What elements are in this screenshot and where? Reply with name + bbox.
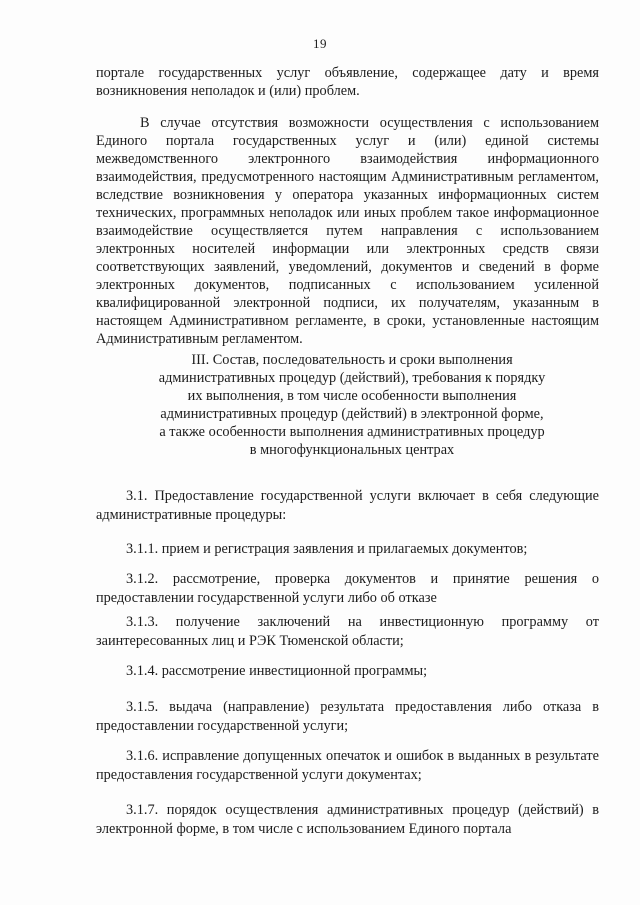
section-heading [122, 351, 582, 459]
item-3-1-6: 3.1.6. исправление допущенных опечаток и ошибок в выданных в результате предоставления государственной услуги документах; [96, 748, 599, 783]
section-heading-line-4: административных процедур (действий) в электронной форме, [160, 406, 544, 422]
section-heading-line-5: а также особенности выполнения административных процедур [159, 424, 545, 440]
item-3-1-7: 3.1.7. порядок осуществления административных процедур (действий) в электронной форме, в том числе с использованием Единого портала [96, 802, 599, 837]
item-3-1-5: 3.1.5. выдача (направление) результата предоставления либо отказа в предоставлении государственной услуги; [96, 699, 599, 734]
item-3-1-2: 3.1.2. рассмотрение, проверка документов и принятие решения о предоставлении государственной услуги либо об отказе [96, 571, 599, 606]
absence-block [96, 114, 599, 348]
item-3-1-3: 3.1.3. получение заключений на инвестиционную программу от заинтересованных лиц и РЭК Тюменской области; [96, 614, 599, 649]
section-heading-line-6: в многофункциональных центрах [249, 442, 455, 458]
page-number: 19 [313, 36, 327, 51]
item-3-1: 3.1. Предоставление государственной услуги включает в себя следующие административные процедуры: [96, 488, 599, 523]
section-heading-line-3: их выполнения, в том числе особенности выполнения [187, 388, 517, 404]
continuation-paragraph: порталe государственных услуг объявление, содержащее дату и время возникновения неполадок и (или) проблем. [96, 65, 599, 99]
section-heading-line-2: административных процедур (действий), требования к порядку [158, 370, 546, 386]
section-heading-line-1: III. Состав, последовательность и сроки выполнения [191, 352, 513, 368]
continuation-block [96, 64, 599, 100]
item-3-1-1: 3.1.1. прием и регистрация заявления и прилагаемых документов; [126, 541, 528, 557]
absence-paragraph: В случае отсутствия возможности осуществления с использованием Единого портала государственных услуг и (или) единой системы межведомственного электронного взаимодействия информационного взаимодействия, предусмотренного настоящим Административным регламентом, вследствие возникновения у оператора указанных информационных систем технических, программных неполадок или иных проблем такое информационное взаимодействие осуществляется путем направления с использованием электронных носителей информации или электронных средств связи соответствующих заявлений, уведомлений, документов и сведений в форме электронных документов, подписанных с использованием усиленной квалифицированной электронной подписи, их получателям, указанным в настоящем Административном регламенте, в сроки, установленные настоящим Административным регламентом. [96, 115, 599, 347]
item-3-1-4: 3.1.4. рассмотрение инвестиционной программы; [126, 663, 428, 679]
